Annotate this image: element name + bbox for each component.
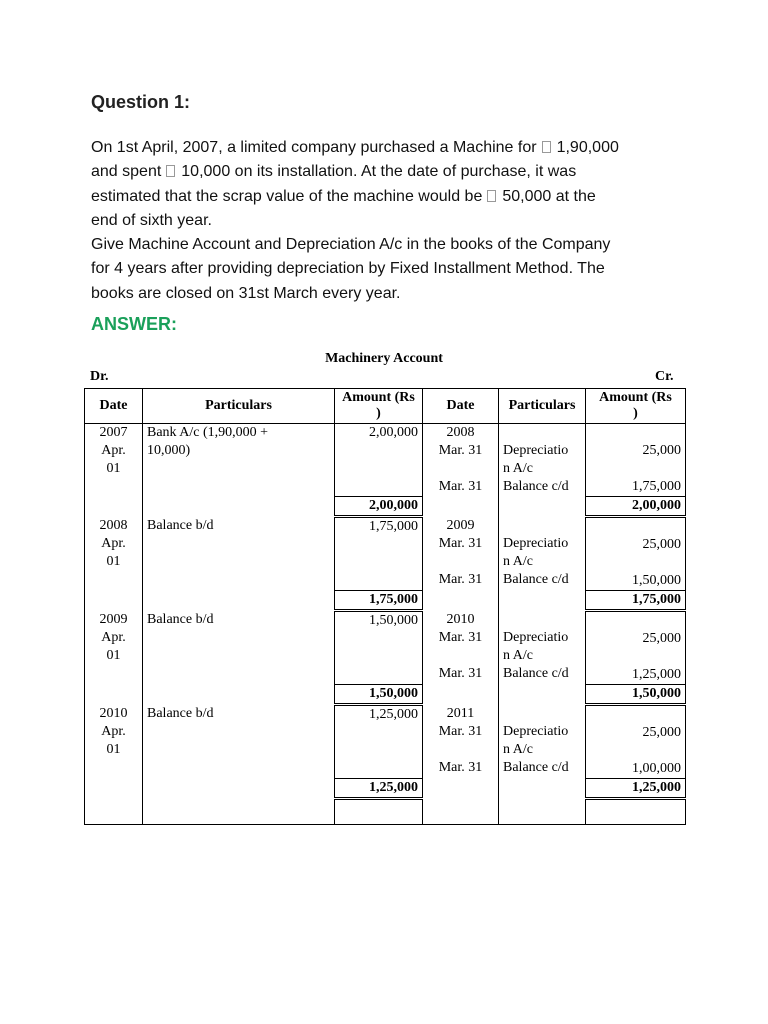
ledger-total-row <box>85 497 686 517</box>
entry-amount-cr: 25,000 1,50,000 <box>586 517 686 591</box>
question-line: Give Machine Account and Depreciation A/c in the books of the Company <box>91 236 611 254</box>
debit-label: Dr. <box>90 369 109 384</box>
total-amount-cr: 1,75,000 <box>586 591 686 611</box>
ledger-header-row <box>85 389 686 424</box>
question-body <box>91 136 691 306</box>
total-spacer <box>499 685 586 705</box>
account-title: Machinery Account <box>325 351 443 366</box>
entry-date-cr: 2011 Mar. 31 Mar. 31 <box>423 705 499 779</box>
ledger-entry-row <box>85 705 686 779</box>
total-spacer <box>423 685 499 705</box>
machinery-ledger-table <box>84 388 686 825</box>
question-text: and spent <box>91 163 162 181</box>
entry-amount-dr: 1,50,000 <box>335 611 423 685</box>
entry-particulars-cr: Depreciatio n A/c Balance c/d <box>499 705 586 779</box>
closing-spacer <box>85 799 143 825</box>
ledger-entry-row <box>85 517 686 591</box>
total-spacer <box>423 779 499 799</box>
closing-spacer <box>499 799 586 825</box>
entry-date-dr: 2010 Apr. 01 <box>85 705 143 779</box>
total-spacer <box>423 497 499 517</box>
total-amount-dr: 1,50,000 <box>335 685 423 705</box>
total-amount-cr: 2,00,000 <box>586 497 686 517</box>
total-spacer <box>85 591 143 611</box>
question-line <box>91 185 691 209</box>
ledger-body <box>85 389 686 825</box>
entry-amount-dr: 2,00,000 <box>335 424 423 497</box>
question-text: 1,90,000 <box>556 139 619 156</box>
entry-particulars-dr: Bank A/c (1,90,000 + 10,000) <box>143 424 335 497</box>
ledger-closing-row <box>85 799 686 825</box>
entry-amount-cr: 25,000 1,00,000 <box>586 705 686 779</box>
question-line <box>91 160 691 184</box>
header-particulars-cr: Particulars <box>499 389 586 424</box>
entry-particulars-dr: Balance b/d <box>143 517 335 591</box>
missing-glyph-icon <box>487 190 496 202</box>
question-text: 10,000 on its installation. At the date of purchase, it was <box>181 163 577 181</box>
closing-spacer <box>335 799 423 825</box>
answer-label: ANSWER: <box>91 314 177 334</box>
entry-amount-cr: 25,000 1,25,000 <box>586 611 686 685</box>
total-spacer <box>499 591 586 611</box>
ledger-entry-row <box>85 611 686 685</box>
header-particulars-dr: Particulars <box>143 389 335 424</box>
entry-amount-cr: 25,000 1,75,000 <box>586 424 686 497</box>
entry-particulars-cr: Depreciatio n A/c Balance c/d <box>499 424 586 497</box>
entry-particulars-cr: Depreciatio n A/c Balance c/d <box>499 611 586 685</box>
question-line: for 4 years after providing depreciation by Fixed Installment Method. The <box>91 260 605 278</box>
entry-date-dr: 2007 Apr. 01 <box>85 424 143 497</box>
entry-date-cr: 2008 Mar. 31 Mar. 31 <box>423 424 499 497</box>
total-spacer <box>143 779 335 799</box>
ledger-total-row <box>85 591 686 611</box>
total-spacer <box>499 779 586 799</box>
header-date-dr: Date <box>85 389 143 424</box>
total-spacer <box>143 685 335 705</box>
entry-date-cr: 2010 Mar. 31 Mar. 31 <box>423 611 499 685</box>
ledger-entry-row <box>85 424 686 497</box>
entry-date-dr: 2009 Apr. 01 <box>85 611 143 685</box>
total-spacer <box>423 591 499 611</box>
entry-particulars-dr: Balance b/d <box>143 611 335 685</box>
total-spacer <box>499 497 586 517</box>
credit-label: Cr. <box>655 369 674 384</box>
total-spacer <box>143 497 335 517</box>
closing-spacer <box>423 799 499 825</box>
question-line: books are closed on 31st March every year. <box>91 284 401 302</box>
question-text: On 1st April, 2007, a limited company purchased a Machine for <box>91 139 537 156</box>
entry-amount-dr: 1,25,000 <box>335 705 423 779</box>
question-text: estimated that the scrap value of the machine would be <box>91 187 483 205</box>
entry-particulars-dr: Balance b/d <box>143 705 335 779</box>
missing-glyph-icon <box>542 141 551 153</box>
total-spacer <box>143 591 335 611</box>
closing-spacer <box>143 799 335 825</box>
total-amount-cr: 1,25,000 <box>586 779 686 799</box>
question-line: end of sixth year. <box>91 211 212 229</box>
ledger-total-row <box>85 685 686 705</box>
header-amount-cr: Amount (Rs ) <box>586 389 686 424</box>
entry-date-cr: 2009 Mar. 31 Mar. 31 <box>423 517 499 591</box>
total-spacer <box>85 685 143 705</box>
ledger-total-row <box>85 779 686 799</box>
closing-spacer <box>586 799 686 825</box>
question-title: Question 1: <box>91 92 191 112</box>
total-spacer <box>85 779 143 799</box>
total-amount-cr: 1,50,000 <box>586 685 686 705</box>
total-amount-dr: 1,25,000 <box>335 779 423 799</box>
entry-amount-dr: 1,75,000 <box>335 517 423 591</box>
missing-glyph-icon <box>166 165 175 177</box>
total-amount-dr: 2,00,000 <box>335 497 423 517</box>
total-spacer <box>85 497 143 517</box>
question-text: 50,000 at the <box>502 187 596 205</box>
header-amount-dr: Amount (Rs ) <box>335 389 423 424</box>
total-amount-dr: 1,75,000 <box>335 591 423 611</box>
entry-particulars-cr: Depreciatio n A/c Balance c/d <box>499 517 586 591</box>
header-date-cr: Date <box>423 389 499 424</box>
question-line <box>91 136 691 160</box>
entry-date-dr: 2008 Apr. 01 <box>85 517 143 591</box>
